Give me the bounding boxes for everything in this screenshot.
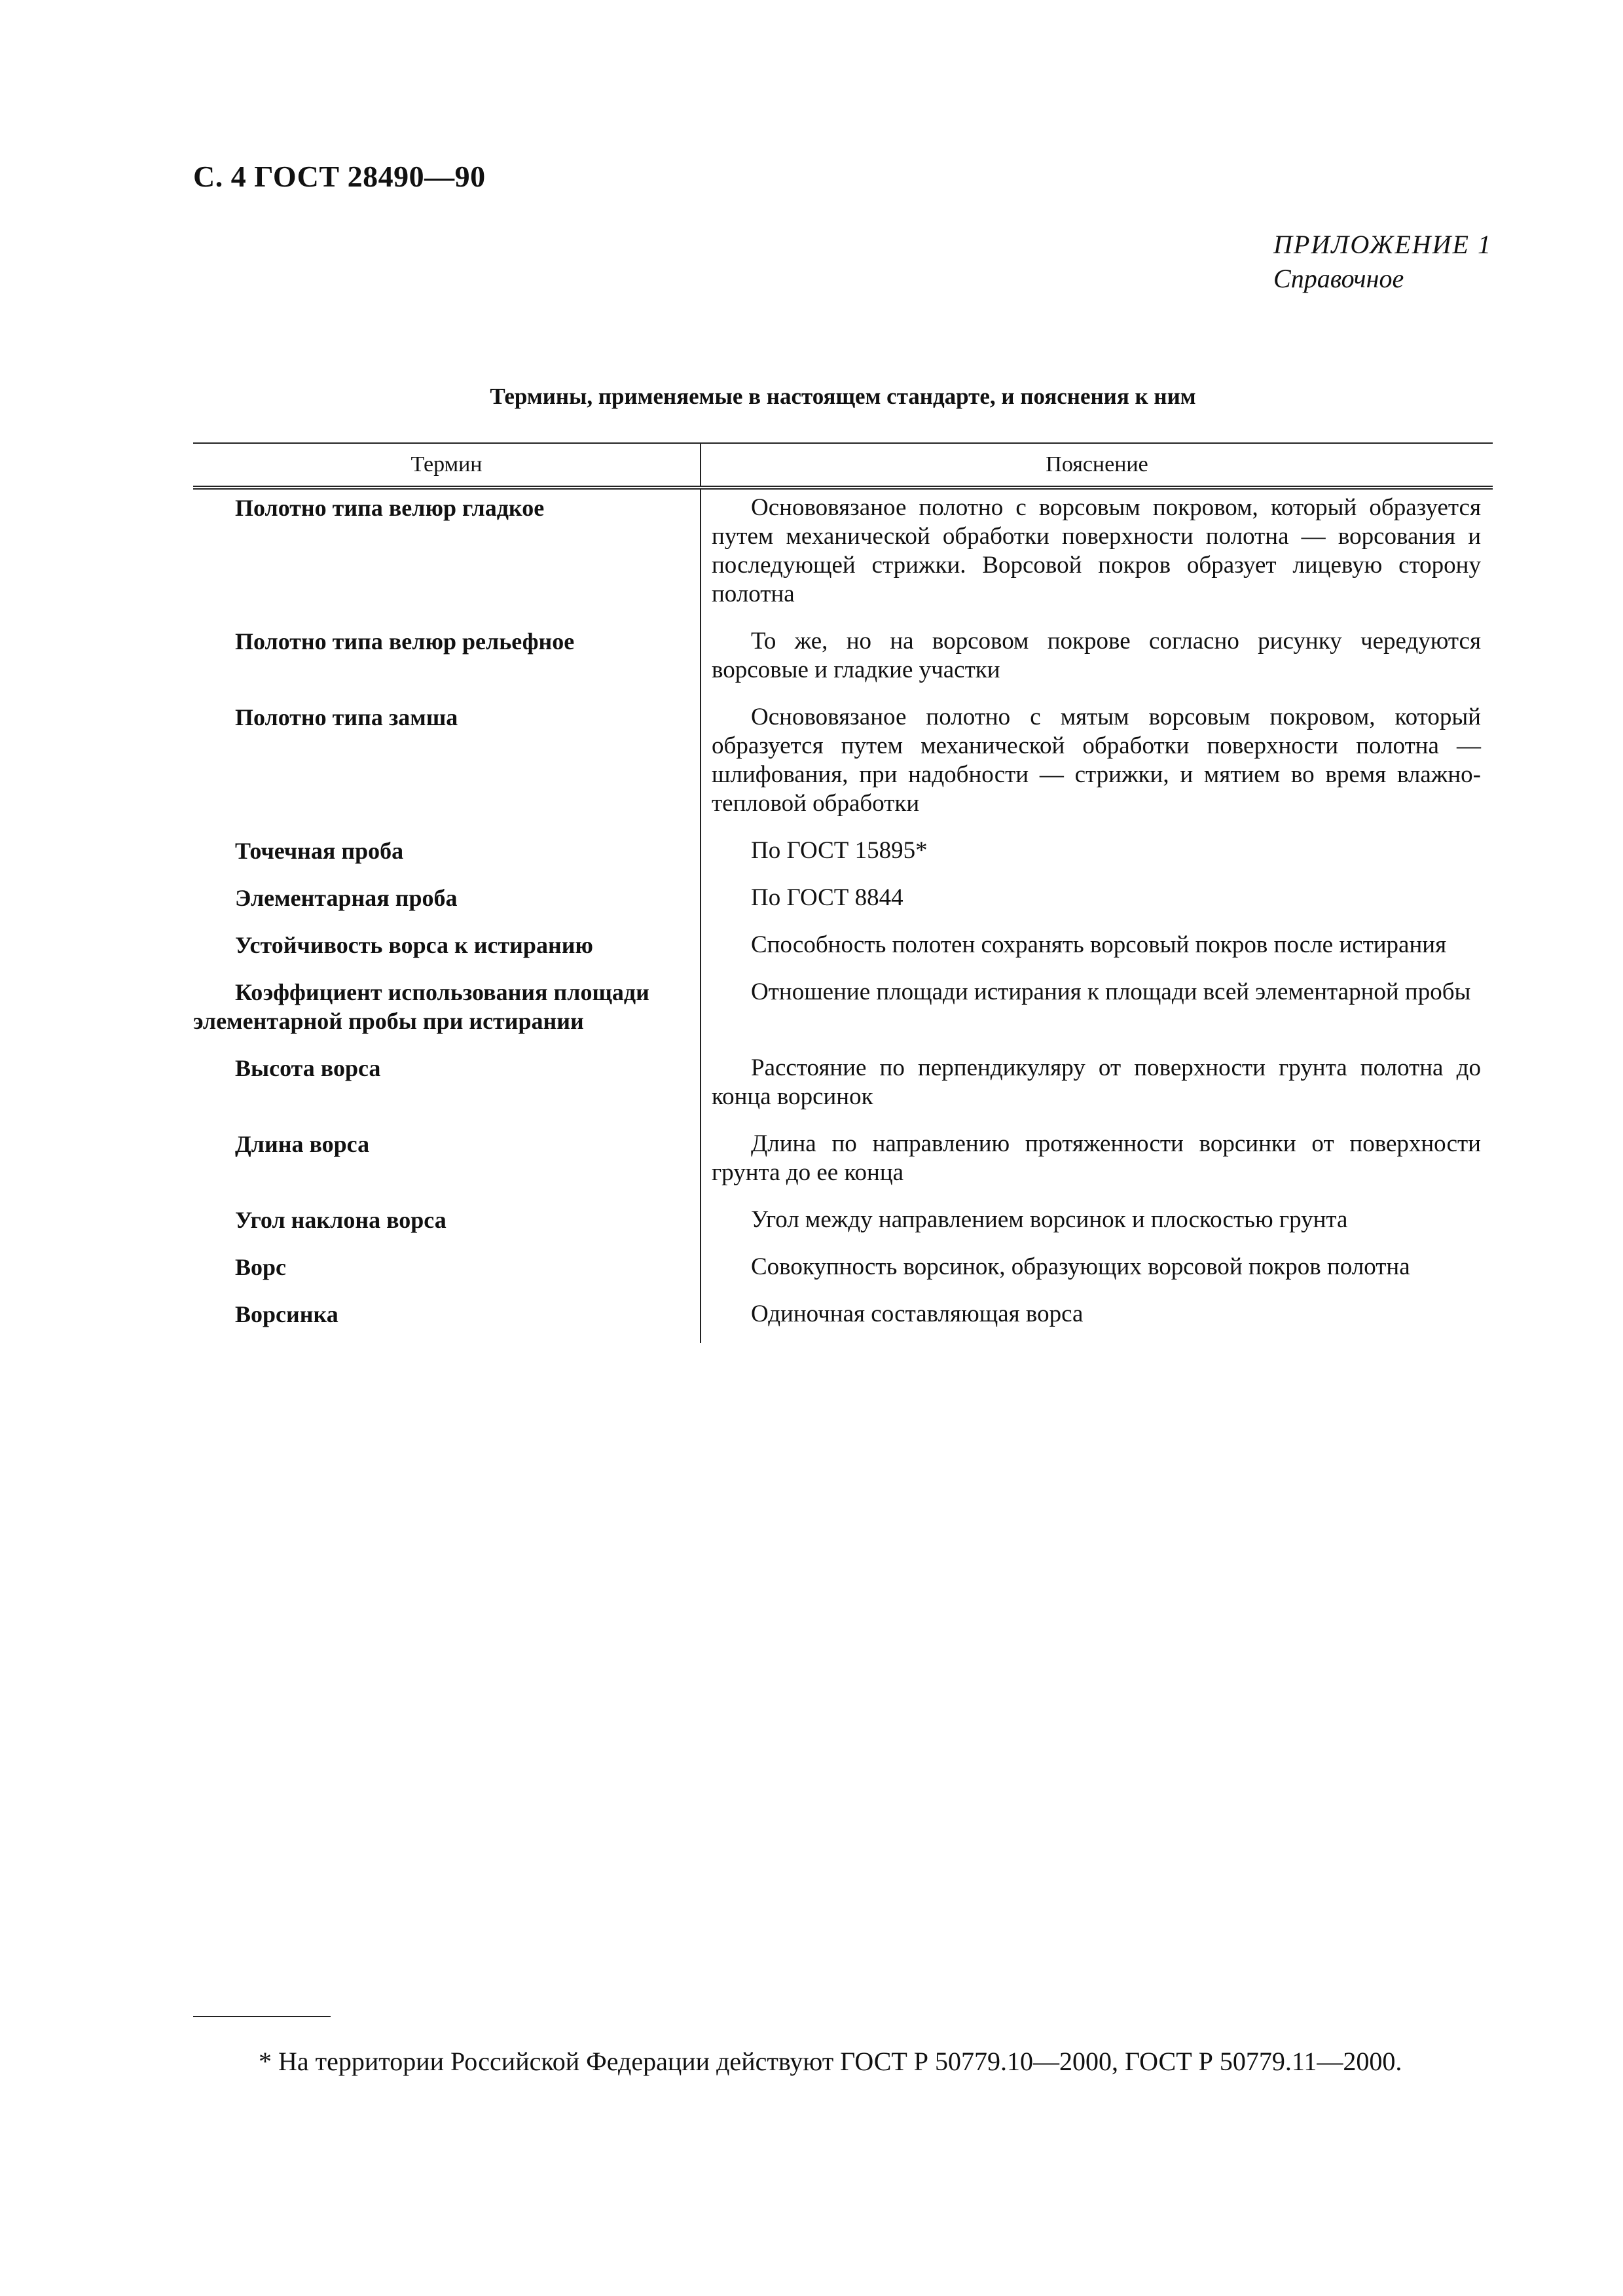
table-row bbox=[193, 1296, 1493, 1343]
term-text: Полотно типа велюр гладкое bbox=[235, 495, 545, 521]
table-row bbox=[193, 880, 1493, 927]
explanation-cell: Основовязаное полотно с мятым ворсовым покровом, который образуется путем механической обработки поверхности полотна — шлифования, при надобности — стрижки, и мятием во время влажно-тепловой обработки bbox=[712, 704, 1481, 817]
term-cell bbox=[193, 623, 701, 699]
table-header bbox=[193, 443, 1493, 488]
table-row bbox=[193, 974, 1493, 1050]
term-text: Высота ворса bbox=[235, 1055, 381, 1081]
explanation-cell: То же, но на ворсовом покрове согласно рисунку чередуются ворсовые и гладкие участки bbox=[712, 628, 1481, 683]
explanation-cell: По ГОСТ 15895* bbox=[751, 837, 928, 864]
term-cell bbox=[193, 927, 701, 974]
term-text: Длина ворса bbox=[235, 1131, 370, 1157]
term-text: Ворсинка bbox=[235, 1301, 338, 1327]
explanation-cell: Основовязаное полотно с ворсовым покровом, который образуется путем механической обработки поверхности полотна — ворсования и последующей стрижки. Ворсовой покров образует лицевую сторону полотна bbox=[712, 494, 1481, 607]
term-cell bbox=[193, 1126, 701, 1202]
term-cell bbox=[193, 1296, 701, 1343]
table-row bbox=[193, 927, 1493, 974]
appendix-title: ПРИЛОЖЕНИЕ 1 bbox=[1273, 230, 1492, 259]
table-header-row bbox=[193, 443, 1493, 488]
term-cell bbox=[193, 974, 701, 1050]
table-row bbox=[193, 1050, 1493, 1126]
term-cell bbox=[193, 488, 701, 623]
table-row bbox=[193, 1126, 1493, 1202]
page-header: С. 4 ГОСТ 28490—90 bbox=[193, 160, 486, 193]
explanation-cell: Способность полотен сохранять ворсовый покров после истирания bbox=[751, 931, 1447, 958]
term-text: Коэффициент использования площади элементарной пробы при истирании bbox=[193, 979, 649, 1034]
explanation-cell: Одиночная составляющая ворса bbox=[751, 1300, 1084, 1327]
term-text: Ворс bbox=[235, 1254, 287, 1280]
term-text: Полотно типа замша bbox=[235, 704, 458, 730]
table-row bbox=[193, 1249, 1493, 1296]
explanation-cell: Расстояние по перпендикуляру от поверхности грунта полотна до конца ворсинок bbox=[712, 1054, 1481, 1110]
table-row bbox=[193, 1202, 1493, 1249]
term-text: Угол наклона ворса bbox=[235, 1207, 447, 1233]
explanation-cell: Длина по направлению протяженности ворсинки от поверхности грунта до ее конца bbox=[712, 1130, 1481, 1186]
explanation-cell: Угол между направлением ворсинок и плоскостью грунта bbox=[751, 1206, 1348, 1233]
table-title: Термины, применяемые в настоящем стандарте, и пояснения к ним bbox=[490, 384, 1196, 409]
appendix-label bbox=[1273, 228, 1492, 296]
header-explanation: Пояснение bbox=[701, 443, 1493, 488]
term-text: Точечная проба bbox=[235, 838, 404, 864]
term-cell bbox=[193, 1050, 701, 1126]
term-cell bbox=[193, 699, 701, 833]
table-row bbox=[193, 488, 1493, 623]
term-cell bbox=[193, 1202, 701, 1249]
footnote-divider bbox=[193, 2016, 331, 2017]
explanation-cell: Совокупность ворсинок, образующих ворсовой покров полотна bbox=[751, 1253, 1410, 1280]
table-row bbox=[193, 699, 1493, 833]
footnote: * На территории Российской Федерации действуют ГОСТ Р 50779.10—2000, ГОСТ Р 50779.11—2000. bbox=[259, 2047, 1402, 2076]
term-text: Полотно типа велюр рельефное bbox=[235, 628, 575, 655]
explanation-cell: По ГОСТ 8844 bbox=[751, 884, 903, 911]
appendix-subtitle: Справочное bbox=[1273, 264, 1404, 293]
term-text: Устойчивость ворса к истиранию bbox=[235, 932, 593, 958]
term-cell bbox=[193, 880, 701, 927]
terms-table bbox=[193, 442, 1493, 1343]
term-text: Элементарная проба bbox=[235, 885, 458, 911]
explanation-cell: Отношение площади истирания к площади всей элементарной пробы bbox=[751, 978, 1471, 1005]
table-row bbox=[193, 833, 1493, 880]
term-cell bbox=[193, 1249, 701, 1296]
table-body bbox=[193, 488, 1493, 1343]
header-term: Термин bbox=[193, 443, 701, 488]
table-row bbox=[193, 623, 1493, 699]
term-cell bbox=[193, 833, 701, 880]
